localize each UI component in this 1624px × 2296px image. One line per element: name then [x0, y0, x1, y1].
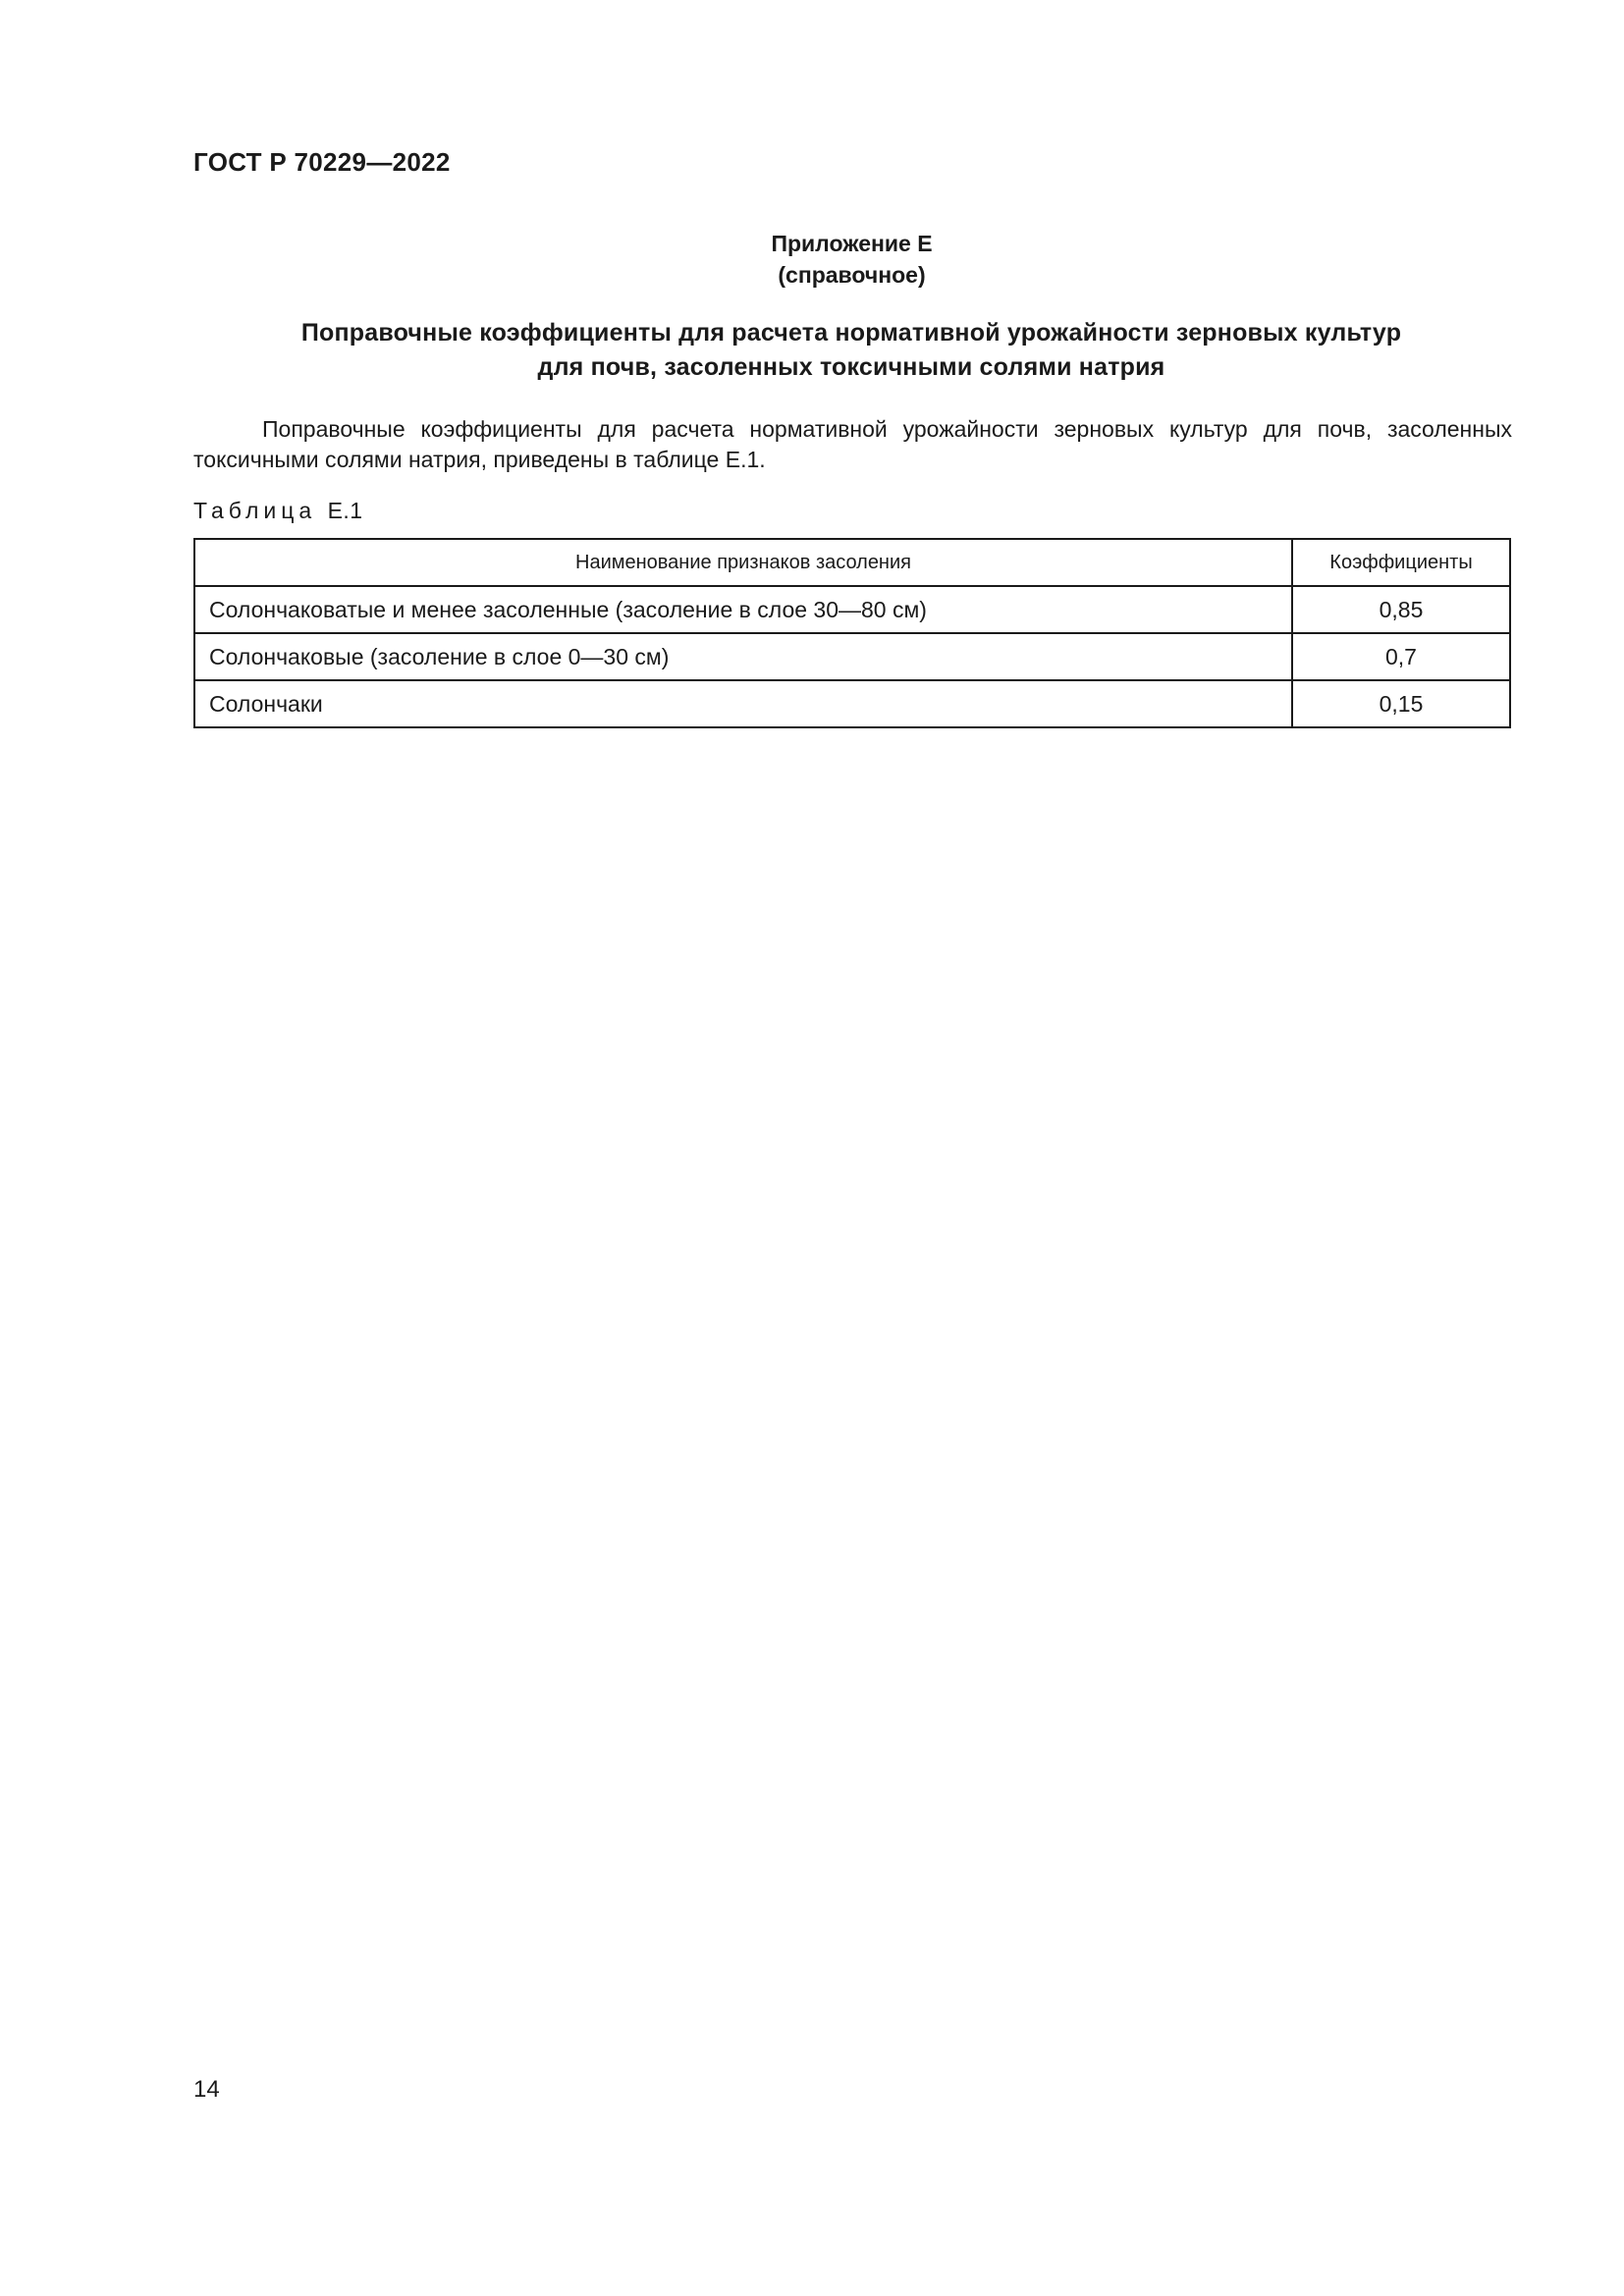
table-caption-word: Таблица [193, 498, 317, 523]
table-row [194, 633, 1510, 680]
annex-title: Приложение Е [771, 231, 933, 256]
section-title-line-1: Поправочные коэффициенты для расчета нормативной урожайности зерновых культур [300, 319, 1402, 347]
table-row [194, 680, 1510, 727]
salinity-name-cell: Солончаковые (засоление в слое 0—30 см) [194, 633, 1292, 680]
coefficients-table [193, 538, 1511, 728]
annex-type: (справочное) [778, 262, 926, 288]
annex-heading [0, 228, 1624, 291]
salinity-name-cell: Солончаковатые и менее засоленные (засоление в слое 30—80 см) [194, 586, 1292, 633]
table-caption [193, 498, 363, 524]
section-title-line-2: для почв, засоленных токсичными солями натрия [537, 353, 1165, 381]
column-header-name: Наименование признаков засоления [194, 539, 1292, 586]
page-number: 14 [193, 2076, 220, 2103]
body-paragraph: Поправочные коэффициенты для расчета нормативной урожайности зерновых культур для почв, засоленных токсичными солями натрия, приведены в таблице Е.1. [193, 416, 1512, 472]
table-row [194, 586, 1510, 633]
coefficient-cell: 0,85 [1292, 586, 1510, 633]
document-code: ГОСТ Р 70229—2022 [193, 147, 451, 177]
salinity-name-cell: Солончаки [194, 680, 1292, 727]
table-header-row [194, 539, 1510, 586]
table-caption-number: Е.1 [327, 498, 363, 523]
column-header-coefficient: Коэффициенты [1292, 539, 1510, 586]
coefficient-cell: 0,7 [1292, 633, 1510, 680]
section-title [193, 316, 1509, 385]
coefficient-cell: 0,15 [1292, 680, 1510, 727]
